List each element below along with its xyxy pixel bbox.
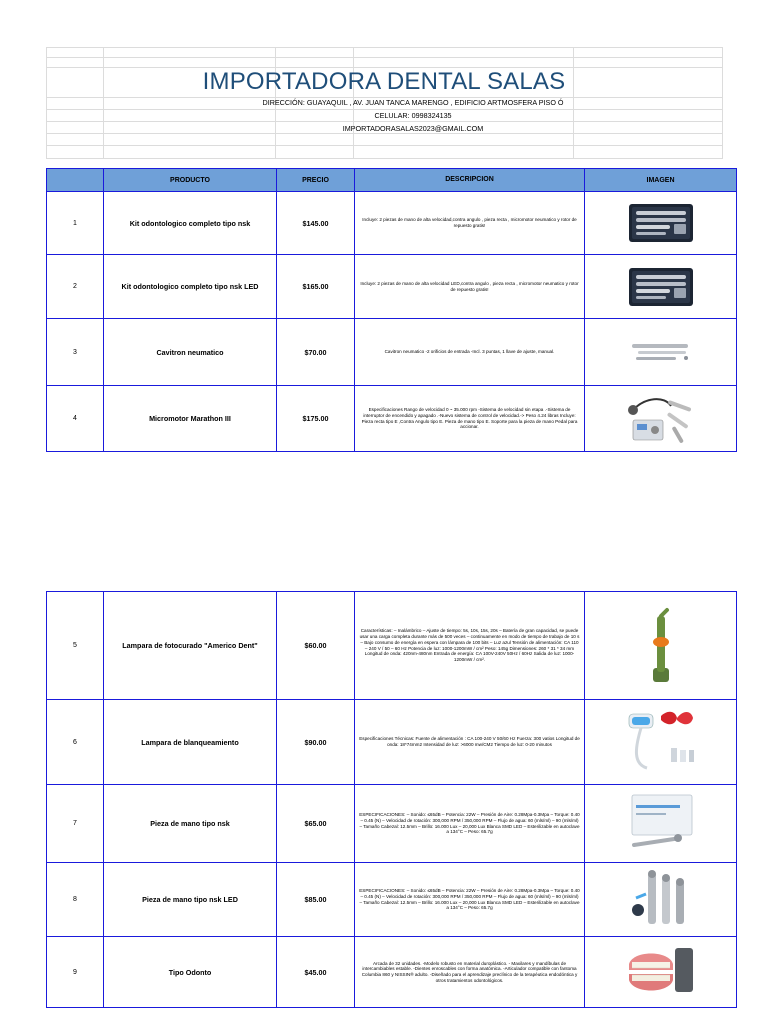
product-name: Pieza de mano tipo nsk bbox=[104, 785, 277, 863]
cavitron-image bbox=[628, 340, 694, 364]
product-price: $85.00 bbox=[277, 863, 355, 937]
row-number: 6 bbox=[47, 700, 104, 785]
table-header-row bbox=[47, 169, 737, 192]
table-row bbox=[47, 255, 737, 319]
typodont-image bbox=[623, 944, 699, 1000]
product-description: ESPECIFICACIONES: – Sonido: ≤65dB – Potencia: 22W – Presión de Aire: 0.28Mpa-0.3Mpa – Torque: 0.40 – 0.45 (N) – Velocidad de rotación: 300,000 RPM / 350,000 RPM – Flujo de agua: 60 (mls/ml) – 90 (mls/ml) – Tamaño Cabezal: 12.5mm – Brillo: 16.000 Lux – 20,000 Lux Blanca SMD LED – Esterilizable en autoclave a 134°C – Peso: 65.7g bbox=[355, 785, 585, 863]
table-row bbox=[47, 937, 737, 1008]
row-number: 4 bbox=[47, 386, 104, 452]
product-description: Incluye: 2 piezas de mano de alta velocidad,contra angulo , pieza recta , micromotor neumatico y rotor de repuesto gratis! bbox=[355, 192, 585, 255]
product-name: Tipo Odonto bbox=[104, 937, 277, 1008]
table-row bbox=[47, 785, 737, 863]
dental-kit-image bbox=[628, 202, 694, 244]
row-number: 2 bbox=[47, 255, 104, 319]
row-number: 3 bbox=[47, 319, 104, 386]
product-price: $45.00 bbox=[277, 937, 355, 1008]
company-title: IMPORTADORA DENTAL SALAS bbox=[202, 68, 566, 95]
col-price-header: PRECIO bbox=[277, 169, 355, 192]
company-phone: CELULAR: 0998324135 bbox=[374, 111, 452, 120]
table-row bbox=[47, 592, 737, 700]
row-number: 8 bbox=[47, 863, 104, 937]
product-price: $60.00 bbox=[277, 592, 355, 700]
dental-kit-led-image bbox=[628, 266, 694, 308]
row-number: 5 bbox=[47, 592, 104, 700]
product-description: Arcada de 32 unidades. -Modelo robusto en material duroplástico. - Maxilares y mandíbulas de intercambiables estable. -Dientes enroscables con forma anatómica. -Articulador compatible con fantoma Columbia 860 y NISSIN® adulto. -Diseñado para el aprendizaje preclínico de la terapéutica endodóntica y otros tratamientos odontológicos. bbox=[355, 937, 585, 1008]
micromotor-image bbox=[625, 392, 697, 446]
product-name: Lampara de blanqueamiento bbox=[104, 700, 277, 785]
product-price: $70.00 bbox=[277, 319, 355, 386]
row-number: 1 bbox=[47, 192, 104, 255]
whitening-lamp-image bbox=[625, 708, 697, 776]
table-row bbox=[47, 386, 737, 452]
company-address: DIRECCIÓN: GUAYAQUIL , AV. JUAN TANCA MARENGO , EDIFICIO ARTMOSFERA PISO Ó bbox=[262, 98, 564, 107]
table-row bbox=[47, 192, 737, 255]
table-row bbox=[47, 700, 737, 785]
product-name: Kit odontologico completo tipo nsk bbox=[104, 192, 277, 255]
product-table-1 bbox=[46, 168, 737, 452]
product-description: Incluye: 2 piezas de mano de alta velocidad LED,contra angulo , pieza recta , micromotor neumatico y rotor de repuesto gratis! bbox=[355, 255, 585, 319]
product-price: $65.00 bbox=[277, 785, 355, 863]
product-name: Pieza de mano tipo nsk LED bbox=[104, 863, 277, 937]
product-description: Cavitron neumatico -2 orificios de entrada -Incl. 3 puntas, 1 llave de ajuste, manual. bbox=[355, 319, 585, 386]
col-description-header: DESCRIPCION bbox=[355, 169, 585, 192]
curing-light-image bbox=[641, 606, 681, 686]
product-name: Cavitron neumatico bbox=[104, 319, 277, 386]
company-email: IMPORTADORASALAS2023@GMAIL.COM bbox=[342, 124, 484, 133]
product-price: $165.00 bbox=[277, 255, 355, 319]
product-description: ESPECIFICACIONES: – Sonido: ≤65dB – Potencia: 22W – Presión de Aire: 0.28Mpa-0.3Mpa – Torque: 0.40 – 0.45 (N) – Velocidad de rotación: 300,000 RPM / 350,000 RPM – Flujo de agua: 60 (mls/ml) – 90 (mls/ml) – Tamaño Cabezal: 12.5mm – Brillo: 16.000 Lux – 20,000 Lux Blanca SMD LED – Esterilizable en autoclave a 134°C – Peso: 65.7g bbox=[355, 863, 585, 937]
product-name: Micromotor Marathon III bbox=[104, 386, 277, 452]
product-description: Especificaciones Técnicas: Fuente de alimentación : CA 100-240 V 50/60 Hz Fuerza: 300 vatios Longitud de onda: 18*74mm2 Intensidad de luz: >6000 mw/CM2 Tiempo de luz: 0-20 minutos bbox=[355, 700, 585, 785]
product-price: $145.00 bbox=[277, 192, 355, 255]
col-image-header: IMAGEN bbox=[585, 169, 737, 192]
product-name: Lampara de fotocurado "Americo Dent" bbox=[104, 592, 277, 700]
col-num-header bbox=[47, 169, 104, 192]
row-number: 7 bbox=[47, 785, 104, 863]
product-price: $90.00 bbox=[277, 700, 355, 785]
table-row bbox=[47, 863, 737, 937]
led-handpieces-image bbox=[628, 868, 694, 932]
product-description: Especificaciones Rango de velocidad 0 ~ 35.000 rpm -Sistema de velocidad sin etapa .-Sistema de interruptor de encendido y apagado .-Nuevo sistema de control de velocidad.-> Peso 4.24 libras Incluye: Pieza recta tipo E ,Contra Angulo tipo E. Pieza de mano tipo E. Soporte para la pieza de mano Pedal para accionar. bbox=[355, 386, 585, 452]
table-row bbox=[47, 319, 737, 386]
handpiece-box-image bbox=[624, 791, 698, 857]
product-name: Kit odontologico completo tipo nsk LED bbox=[104, 255, 277, 319]
row-number: 9 bbox=[47, 937, 104, 1008]
product-table-2 bbox=[46, 591, 737, 1008]
product-description: Características: – Inalámbrico – Ajuste de tiempo: 5s, 10s, 15s, 20s – Batería de gran capacidad, se puede usar una carga completa durante más de 500 veces – continuamente en modo de tiempo de trabajo de 10 s – Bajo consumo de energía en espera con lámpara de 100 bits – Luz azul Tensión de alimentación: CA 110 – 240 V / 50 – 60 Hz Potencia de luz: 1000-1200mW / cm² Peso: 145g Dimensiones: 260 * 31 * 34 mm Longitud de onda: 420nm-480nm Entrada de energía: CA 100V-240V 50Hz / 60Hz Salida de luz: 1000-1200mW / cm². bbox=[355, 592, 585, 700]
product-price: $175.00 bbox=[277, 386, 355, 452]
col-product-header: PRODUCTO bbox=[104, 169, 277, 192]
